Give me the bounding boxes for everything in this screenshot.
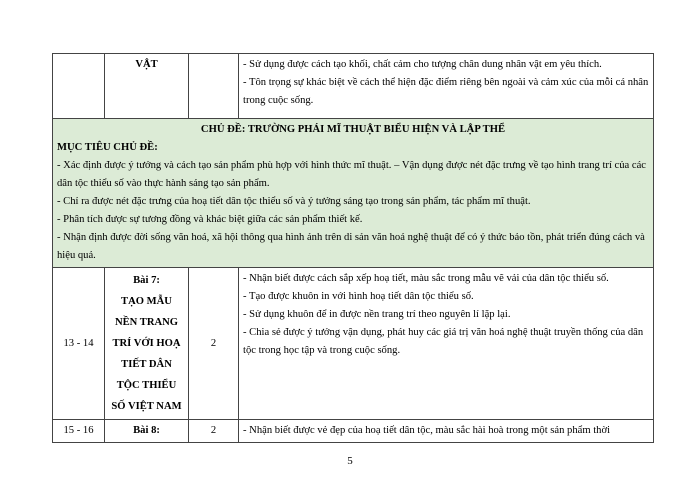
goal-line: - Chỉ ra được nét đặc trưng của hoạ tiết dân tộc thiểu số và ý tưởng sáng tạo trong sản phẩm, tác phẩm mĩ thuật.: [57, 196, 531, 207]
topic-row: [53, 119, 654, 268]
count-cell: [189, 54, 239, 119]
requirements-cell: - Nhận biết được vẻ đẹp của hoạ tiết dân tộc, màu sắc hài hoà trong một sản phẩm thời: [239, 420, 654, 443]
count-cell: 2: [189, 268, 239, 420]
requirement-line: - Tạo được khuôn in với hình hoạ tiết dân tộc thiểu số.: [243, 291, 474, 302]
requirement-line: - Chia sẻ được ý tưởng vận dụng, phát huy các giá trị văn hoá nghệ thuật truyền thống của dân tộc trong học tập và trong cuộc sống.: [243, 327, 644, 356]
goal-heading: MỤC TIÊU CHỦ ĐỀ:: [57, 142, 158, 153]
requirement-line: - Sử dụng khuôn để in được nền trang trí theo nguyên lí lặp lại.: [243, 309, 511, 320]
goal-line: - Xác định được ý tưởng và cách tạo sản phẩm phù hợp với hình thức mĩ thuật. – Vận dụng được nét đặc trưng về tạo hình trang trí của các dân tộc thiểu số vào thực hành sáng tạo sản phẩm.: [57, 160, 646, 189]
lesson-title: TẠO MẪU NỀN TRANG TRÍ VỚI HOẠ TIẾT DÂN TỘC THIỂU SỐ VIỆT NAM: [111, 296, 182, 412]
goal-line: - Nhận định được đời sống văn hoá, xã hội thông qua hình ảnh trên di sản văn hoá nghệ thuật để có ý thức bảo tồn, phát triển đúng cách và hiệu quả.: [57, 232, 645, 261]
table-row: [53, 420, 654, 443]
requirement-line: - Tôn trọng sự khác biệt về cách thể hiện đặc điểm riêng bên ngoài và cảm xúc của mỗi cá nhân trong cuộc sống.: [243, 77, 649, 106]
lesson-number: Bài 8:: [105, 420, 189, 443]
table-row: [53, 268, 654, 420]
requirements-cell: [239, 268, 654, 420]
goal-line: - Phân tích được sự tương đồng và khác biệt giữa các sản phẩm thiết kế.: [57, 214, 363, 225]
topic-cell: [53, 119, 654, 268]
periods-cell: 15 - 16: [53, 420, 105, 443]
lesson-number: Bài 7:: [133, 275, 160, 286]
lesson-cell: [105, 268, 189, 420]
requirement-line: - Nhận biết được cách sắp xếp hoạ tiết, màu sắc trong mẫu vẽ vải của dân tộc thiểu số.: [243, 273, 609, 284]
curriculum-table: [52, 53, 654, 443]
periods-cell: [53, 54, 105, 119]
page-number: 5: [347, 455, 353, 467]
requirements-cell: [239, 54, 654, 119]
periods-cell: 13 - 14: [53, 268, 105, 420]
lesson-cell: VẬT: [105, 54, 189, 119]
table-row: [53, 54, 654, 119]
topic-title: CHỦ ĐỀ: TRƯỜNG PHÁI MĨ THUẬT BIỂU HIỆN VÀ LẬP THỂ: [200, 124, 506, 135]
count-cell: 2: [189, 420, 239, 443]
requirement-line: - Sử dụng được cách tạo khối, chất cảm cho tượng chân dung nhân vật em yêu thích.: [243, 59, 602, 70]
